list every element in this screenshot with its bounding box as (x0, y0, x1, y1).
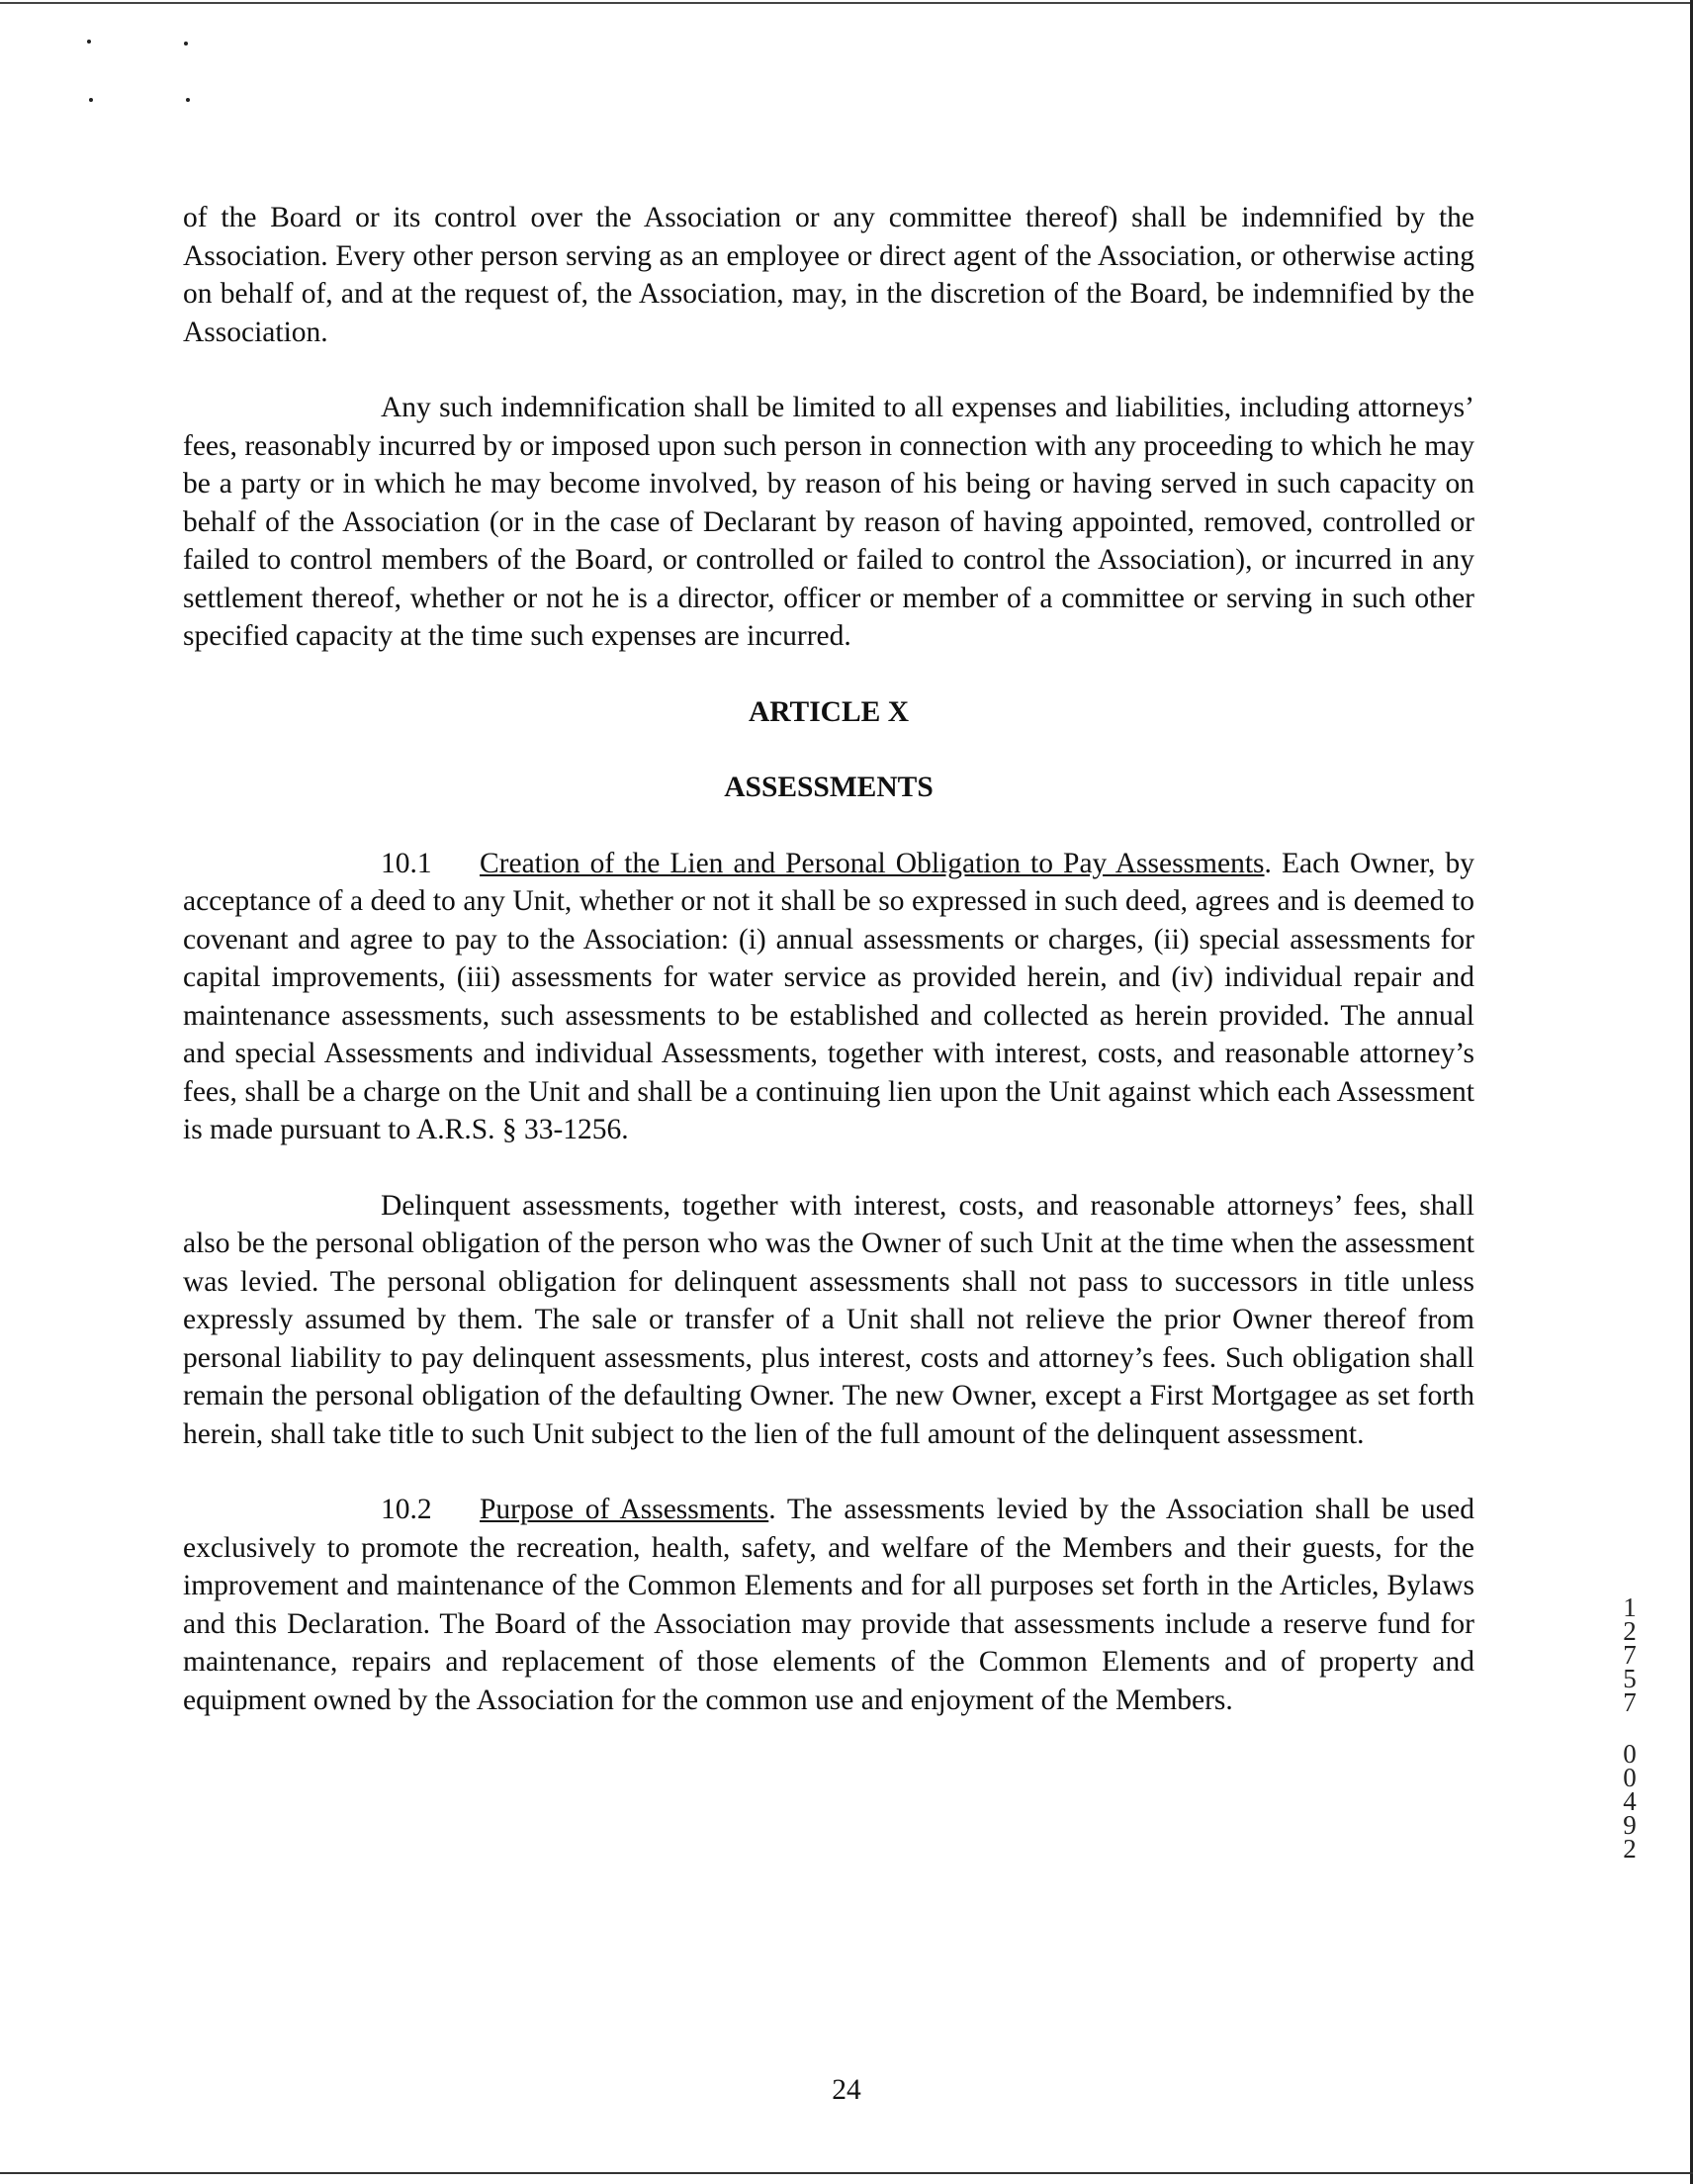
section-10-1-body: Each Owner, by acceptance of a deed to any Unit, whether or not it shall be so expressed in such deed, agrees and is deemed to covenant and agree to pay to the Association: (i) annual assessments or charges, (ii) special assessments for capital improvements, (iii) assessments for water service as provided herein, and (iv) individual repair and maintenance assessments, such assessments to be established and collected as herein provided. The annual and special Assessments and individual Assessments, together with interest, costs, and reasonable attorney’s fees, shall be a charge on the Unit and shall be a continuing lien upon the Unit against which each Assessment is made pursuant to A.R.S. § 33-1256. (183, 847, 1474, 1145)
page-number: 24 (832, 2074, 861, 2106)
section-10-2 (183, 1491, 1474, 1719)
stamp-digit: 7 (1623, 1640, 1637, 1670)
stamp-digit: 2 (1623, 1616, 1637, 1646)
stamp-digit: 7 (1623, 1687, 1637, 1717)
stamp-gap (1619, 1714, 1641, 1742)
document-body (183, 199, 1474, 1757)
scan-speck (89, 98, 93, 102)
stamp-digit: 4 (1623, 1786, 1637, 1816)
intro-paragraph: of the Board or its control over the Association or any committee thereof) shall be indemnified by the Association. Every other person serving as an employee or direct agent of the Association, or otherwise acting on behalf of, and at the request of, the Association, may, in the discretion of the Board, be indemnified by the Association. (183, 202, 1474, 348)
stamp-digit: 9 (1623, 1810, 1637, 1840)
stamp-digit: 5 (1623, 1664, 1637, 1693)
section-10-2-number: 10.2 (381, 1494, 432, 1525)
stamp-digit: 0 (1623, 1739, 1637, 1769)
section-10-1-number: 10.1 (381, 847, 432, 879)
article-title: ASSESSMENTS (724, 772, 934, 803)
scan-speck (186, 98, 190, 102)
section-10-1-title: Creation of the Lien and Personal Obligation to Pay Assessments (480, 847, 1265, 879)
section-10-2-title-end: . (768, 1494, 776, 1525)
delinquent-paragraph: Delinquent assessments, together with interest, costs, and reasonable attorneys’ fees, shall also be the personal obligation of the person who was the Owner of such Unit at the time when the assessment was levied. The personal obligation for delinquent assessments shall not pass to successors in title unless expressly assumed by them. The sale or transfer of a Unit shall not relieve the prior Owner thereof from personal liability to pay delinquent assessments, plus interest, costs and attorney’s fees. Such obligation shall remain the personal obligation of the defaulting Owner. The new Owner, except a First Mortgagee as set forth herein, shall take title to such Unit subject to the lien of the full amount of the delinquent assessment. (183, 1189, 1474, 1450)
stamp-digit: 0 (1623, 1763, 1637, 1792)
article-heading: ARTICLE X (748, 695, 910, 728)
scan-speck (87, 40, 91, 44)
bottom-scan-border (0, 2172, 1693, 2174)
stamp-digit: 1 (1623, 1592, 1637, 1622)
section-10-1 (183, 845, 1474, 1149)
top-scan-border (0, 2, 1693, 4)
section-10-2-title: Purpose of Assessments (480, 1494, 769, 1525)
indemnification-paragraph: Any such indemnification shall be limited to all expenses and liabilities, including attorneys’ fees, reasonably incurred by or imposed upon such person in connection with any proceeding to which he may be a party or in which he may become involved, by reason of his being or having served in such capacity on behalf of the Association (or in the case of Declarant by reason of having appointed, removed, controlled or failed to control members of the Board, or controlled or failed to control the Association), or incurred in any settlement thereof, whether or not he is a director, officer or member of a committee or serving in such other specified capacity at the time such expenses are incurred. (183, 392, 1474, 652)
recording-stamp (1619, 1592, 1641, 1864)
scan-speck (184, 42, 188, 46)
section-10-2-body: The assessments levied by the Association shall be used exclusively to promote the recreation, health, safety, and welfare of the Members and their guests, for the improvement and maintenance of the Common Elements and for all purposes set forth in the Articles, Bylaws and this Declaration. The Board of the Association may provide that assessments include a reserve fund for maintenance, repairs and replacement of those elements of the Common Elements and of property and equipment owned by the Association for the common use and enjoyment of the Members. (183, 1494, 1474, 1716)
section-10-1-title-end: . (1264, 847, 1272, 879)
stamp-digit: 2 (1623, 1834, 1637, 1864)
